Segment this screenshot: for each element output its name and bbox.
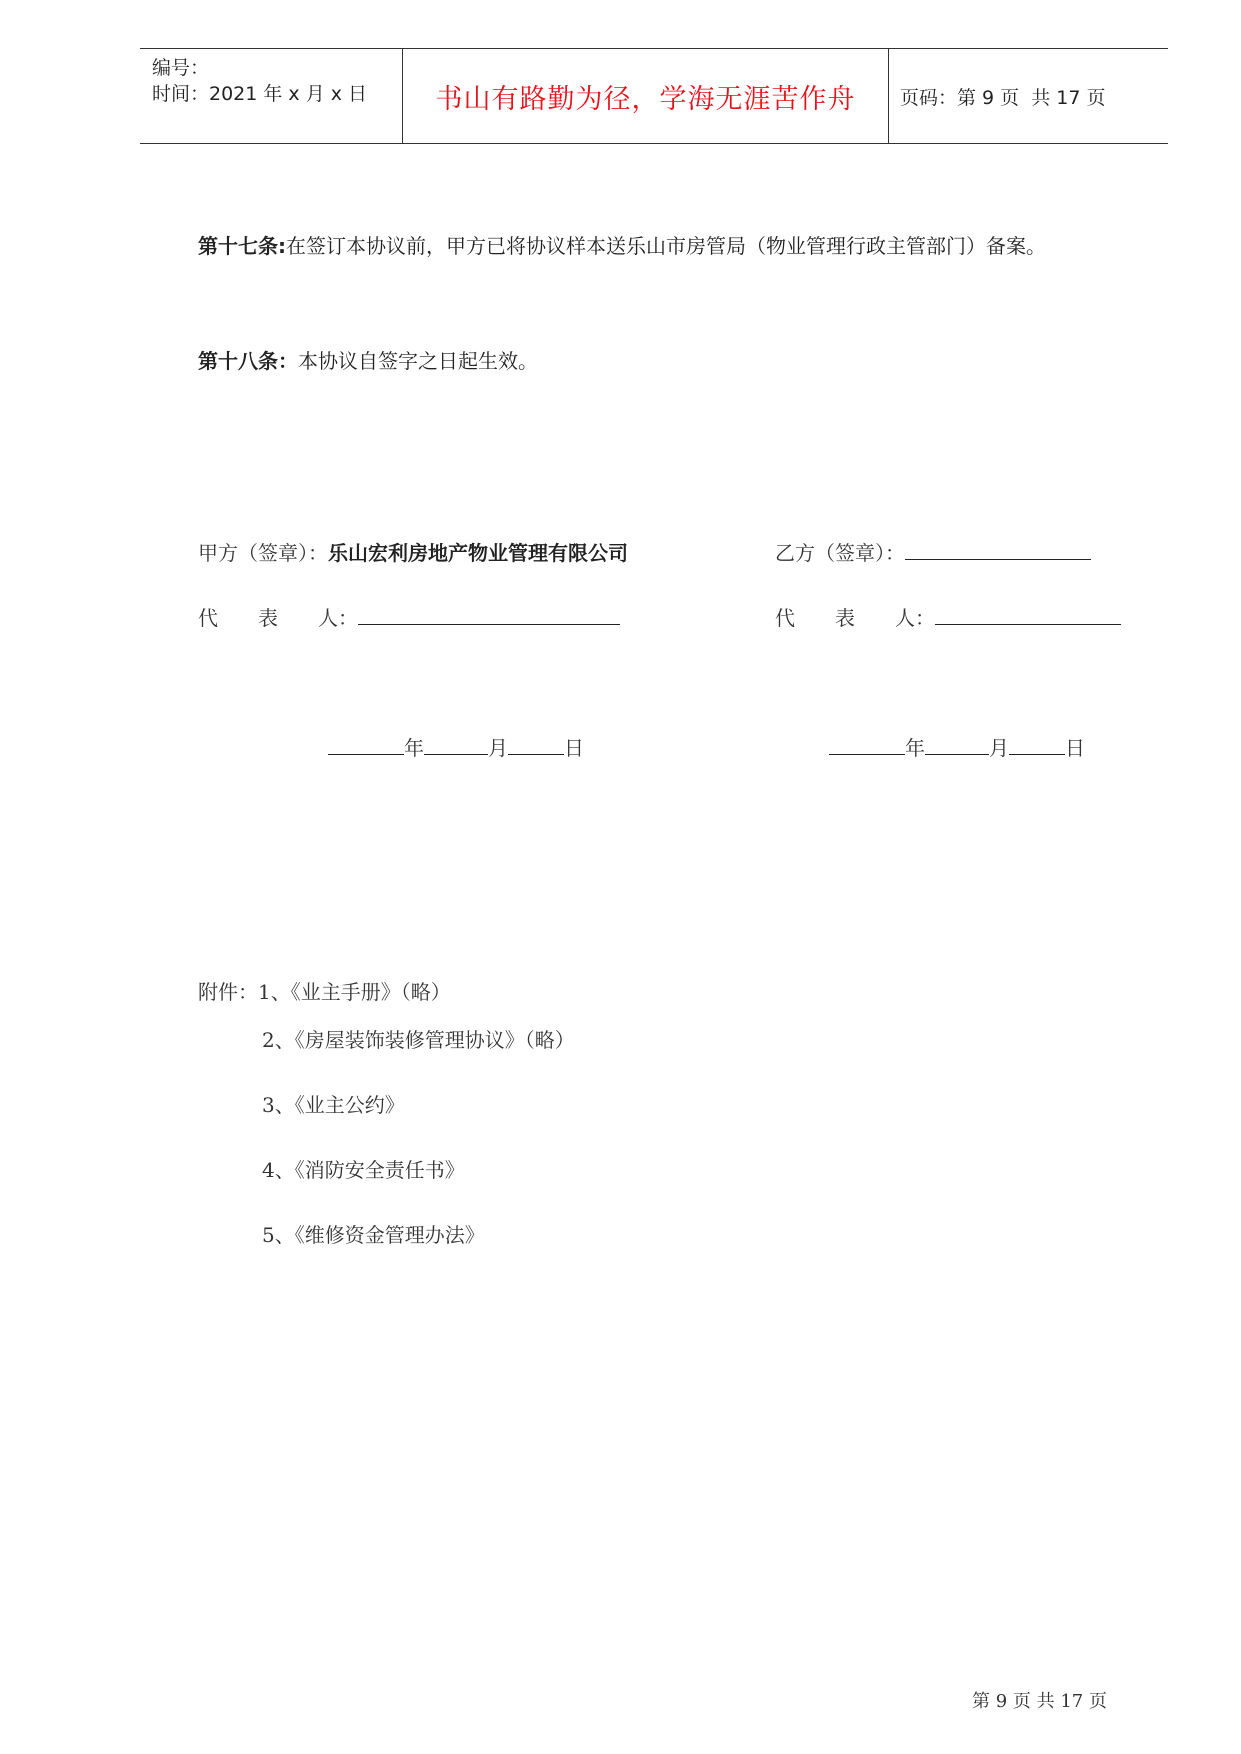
party-a-name: 乐山宏利房地产物业管理有限公司 <box>328 541 628 565</box>
year-label: 年 <box>905 736 925 760</box>
attachment-item-2: 2、《房屋装饰装修管理协议》（略） <box>262 1028 575 1052</box>
month-label: 月 <box>488 736 508 760</box>
party-a-representative <box>198 602 620 631</box>
party-b-label: 乙方（签章）： <box>775 541 905 565</box>
party-a-signature <box>198 537 628 566</box>
day-label: 日 <box>1065 736 1085 760</box>
page-footer: 第 9 页 共 17 页 <box>972 1691 1107 1712</box>
article-title: 第十八条： <box>198 349 298 373</box>
time-label: 时间：2021 年 x 月 x 日 <box>152 83 368 105</box>
article-text: 本协议自签字之日起生效。 <box>298 349 538 373</box>
party-a-date <box>328 732 584 761</box>
page-header <box>140 48 1168 144</box>
attachment-item-5: 5、《维修资金管理办法》 <box>262 1223 485 1247</box>
attachments-label: 附件： <box>198 980 258 1004</box>
article-17 <box>198 230 1046 259</box>
attachment-text: 1、《业主手册》（略） <box>258 980 451 1004</box>
year-line <box>328 734 404 755</box>
rep-a-signature-line <box>358 604 620 625</box>
rep-b-label: 代 表 人： <box>775 606 935 630</box>
month-label: 月 <box>989 736 1009 760</box>
page-info-text: 页码：第 9 页 共 17 页 <box>900 86 1106 109</box>
year-label: 年 <box>404 736 424 760</box>
year-line <box>829 734 905 755</box>
article-text: 在签订本协议前，甲方已将协议样本送乐山市房管局（物业管理行政主管部门）备案。 <box>286 234 1046 258</box>
party-b-signature <box>775 537 1091 566</box>
header-divider <box>888 49 889 143</box>
party-a-label: 甲方（签章）： <box>198 541 328 565</box>
party-b-date <box>829 732 1085 761</box>
month-line <box>925 734 989 755</box>
header-motto: 书山有路勤为径，学海无涯苦作舟 <box>435 83 856 115</box>
header-page-info <box>900 49 1106 143</box>
attachment-item-1 <box>198 976 451 1005</box>
day-line <box>508 734 564 755</box>
day-line <box>1009 734 1065 755</box>
party-b-representative <box>775 602 1121 631</box>
article-18 <box>198 345 538 374</box>
rep-b-signature-line <box>935 604 1121 625</box>
attachment-item-4: 4、《消防安全责任书》 <box>262 1158 465 1182</box>
rep-a-label: 代 表 人： <box>198 606 358 630</box>
number-label: 编号： <box>152 57 210 79</box>
article-title: 第十七条: <box>198 234 286 258</box>
party-b-signature-line <box>905 539 1091 560</box>
month-line <box>424 734 488 755</box>
header-meta <box>140 49 402 143</box>
day-label: 日 <box>564 736 584 760</box>
attachment-item-3: 3、《业主公约》 <box>262 1093 405 1117</box>
